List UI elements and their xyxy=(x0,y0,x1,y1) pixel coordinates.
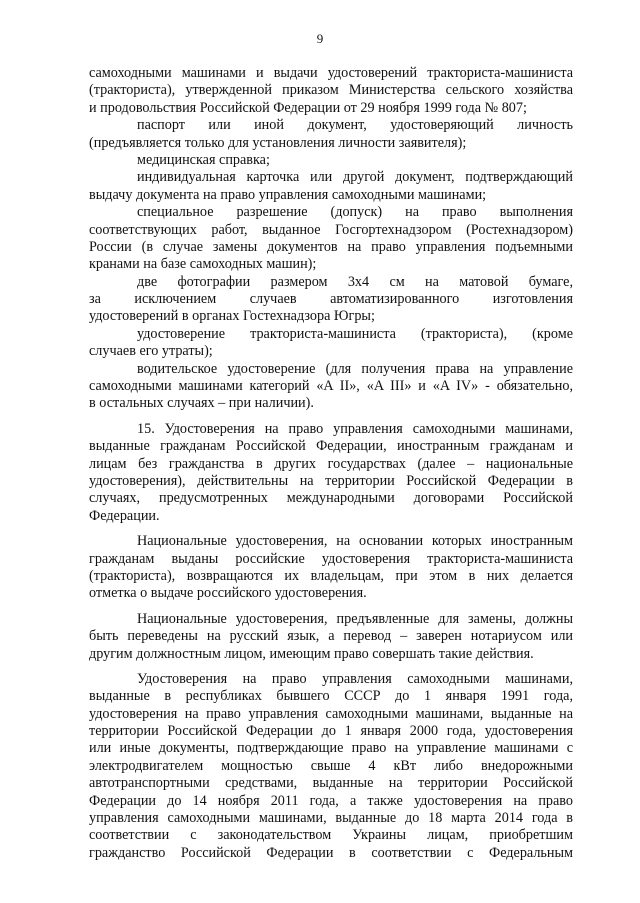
text-line: (тракториста), утвержденной приказом Министерства сельского хозяйства xyxy=(89,82,573,99)
text-line: случаях, предусмотренных международными договорами Российской xyxy=(89,490,573,507)
text-line: кранами на базе самоходных машин); xyxy=(89,256,317,273)
text-line: медицинская справка; xyxy=(137,151,270,168)
text-line: России (в случае замены документов на право управления подъемными xyxy=(89,238,573,255)
text-line: территории Российской Федерации до 1 января 2000 года, удостоверения xyxy=(89,723,573,740)
text-line: самоходными машинами категорий «A II», «A III» и «A IV» - обязательно, xyxy=(89,378,573,395)
text-line: удостоверения), действительны на территории Российской Федерации в xyxy=(89,472,573,489)
text-line: соответствии с законодательством Украины лицам, приобретшим xyxy=(89,827,573,844)
text-line: другим должностным лицом, имеющим право совершать такие действия. xyxy=(89,645,534,662)
text-line: выданные гражданам Российской Федерации, иностранным гражданам и xyxy=(89,438,573,455)
text-line: выданные в республиках бывшего СССР до 1 января 1991 года, xyxy=(89,688,573,705)
text-line: автотранспортными средствами, выданные на территории Российской xyxy=(89,775,573,792)
text-line: электродвигателем мощностью свыше 4 кВт либо внедорожными xyxy=(89,757,573,774)
text-line: гражданам выданы российские удостоверения тракториста-машиниста xyxy=(89,550,573,567)
text-line: в остальных случаях – при наличии). xyxy=(89,395,314,412)
text-line: управления самоходными машинами, выданные до 18 марта 2014 года в xyxy=(89,810,573,827)
text-line: удостоверений в органах Гостехнадзора Югры; xyxy=(89,308,375,325)
text-line: индивидуальная карточка или другой документ, подтверждающий xyxy=(137,169,573,186)
text-line: быть переведены на русский язык, а перевод – заверен нотариусом или xyxy=(89,628,573,645)
text-line: (тракториста), возвращаются их владельцам, при этом в них делается xyxy=(89,567,573,584)
text-line: самоходными машинами и выдачи удостоверений тракториста-машиниста xyxy=(89,65,573,81)
text-line: и продовольствия Российской Федерации от 29 ноября 1999 года № 807; xyxy=(89,99,527,116)
text-line: удостоверение тракториста-машиниста (тракториста), (кроме xyxy=(137,325,573,342)
text-line: за исключением случаев автоматизированного изготовления xyxy=(89,291,573,308)
text-line: соответствующих работ, выданное Госгортехнадзором (Ростехнадзором) xyxy=(89,221,573,238)
text-line: паспорт или иной документ, удостоверяющий личность xyxy=(137,117,573,134)
text-line: отметка о выдаче российского удостоверения. xyxy=(89,585,367,602)
text-line: выдачу документа на право управления самоходными машинами; xyxy=(89,186,487,203)
text-line: Федерации до 14 ноября 2011 года, а также удостоверения на право xyxy=(89,792,573,809)
document-body xyxy=(89,65,573,862)
text-line: 15. Удостоверения на право управления самоходными машинами, xyxy=(137,420,573,437)
text-line: случаев его утраты); xyxy=(89,343,213,360)
text-line: две фотографии размером 3х4 см на матовой бумаге, xyxy=(137,273,573,290)
text-line: (предъявляется только для установления личности заявителя); xyxy=(89,134,467,151)
text-line: Удостоверения на право управления самоходными машинами, xyxy=(137,670,573,687)
text-line: водительское удостоверение (для получения права на управление xyxy=(137,360,573,377)
text-line: специальное разрешение (допуск) на право выполнения xyxy=(137,204,573,221)
text-line: Федерации. xyxy=(89,507,160,524)
text-line: Национальные удостоверения, предъявленные для замены, должны xyxy=(137,610,573,627)
text-line: удостоверения на право управления самоходными машинами, выданные на xyxy=(89,705,573,722)
text-line: лицам без гражданства в других государствах (далее – национальные xyxy=(89,455,573,472)
text-line: или иные документы, подтверждающие право на управление машинами с xyxy=(89,740,573,757)
text-line: гражданство Российской Федерации в соответствии с Федеральным xyxy=(89,844,573,861)
text-line: Национальные удостоверения, на основании которых иностранным xyxy=(137,533,573,550)
page-number: 9 xyxy=(316,31,324,46)
